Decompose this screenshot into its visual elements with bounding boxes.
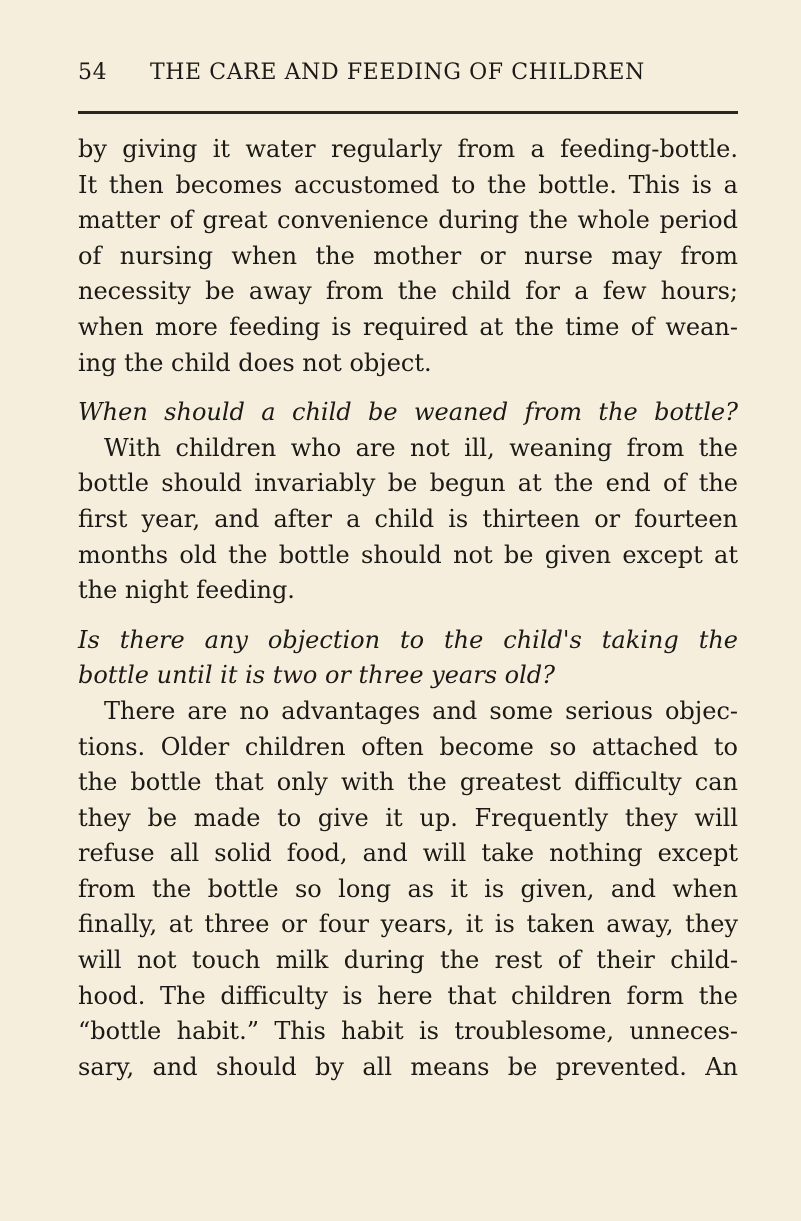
- paragraph: [78, 431, 738, 609]
- question-heading: [78, 395, 738, 431]
- question-line: Is there any objection to the child's taking the: [78, 625, 738, 654]
- paragraph: [78, 132, 738, 381]
- text-line: the night feeding.: [78, 576, 295, 605]
- text-line: from the bottle so long as it is given, and when: [78, 874, 738, 903]
- text-line: the bottle that only with the greatest difficulty can: [78, 768, 738, 797]
- text-line: With children who are not ill, weaning from the: [104, 433, 738, 462]
- text-line: sary, and should by all means be prevented. An: [78, 1052, 738, 1081]
- text-line: refuse all solid food, and will take nothing except: [78, 839, 738, 868]
- paragraph: [78, 694, 738, 1086]
- text-line: months old the bottle should not be given except at: [78, 540, 738, 569]
- text-line: ing the child does not object.: [78, 348, 432, 377]
- text-line: necessity be away from the child for a few hours;: [78, 277, 738, 306]
- question-line: bottle until it is two or three years old?: [78, 661, 555, 690]
- header-rule: [78, 111, 738, 114]
- text-line: hood. The difficulty is here that children form the: [78, 981, 738, 1010]
- text-line: There are no advantages and some serious objec-: [104, 696, 738, 725]
- text-line: first year, and after a child is thirteen or fourteen: [78, 504, 738, 533]
- text-line: matter of great convenience during the whole period: [78, 206, 738, 235]
- page-number: 54: [78, 60, 108, 85]
- running-title: THE CARE AND FEEDING OF CHILDREN: [150, 60, 645, 85]
- text-line: finally, at three or four years, it is taken away, they: [78, 910, 738, 939]
- text-line: tions. Older children often become so attached to: [78, 732, 738, 761]
- text-line: by giving it water regularly from a feeding-bottle.: [78, 135, 738, 163]
- text-line: will not touch milk during the rest of their child-: [78, 946, 738, 975]
- running-head: [78, 60, 738, 90]
- text-line: bottle should invariably be begun at the end of the: [78, 469, 738, 498]
- text-line: when more feeding is required at the time of wean-: [78, 312, 738, 341]
- text-line: of nursing when the mother or nurse may from: [78, 241, 738, 270]
- body-text: [78, 132, 738, 1085]
- question-heading: [78, 623, 738, 694]
- question-line: When should a child be weaned from the bottle?: [78, 398, 738, 427]
- text-line: they be made to give it up. Frequently they will: [78, 803, 738, 832]
- text-line: It then becomes accustomed to the bottle. This is a: [78, 170, 738, 199]
- text-line: “bottle habit.” This habit is troublesome, unneces-: [78, 1017, 738, 1046]
